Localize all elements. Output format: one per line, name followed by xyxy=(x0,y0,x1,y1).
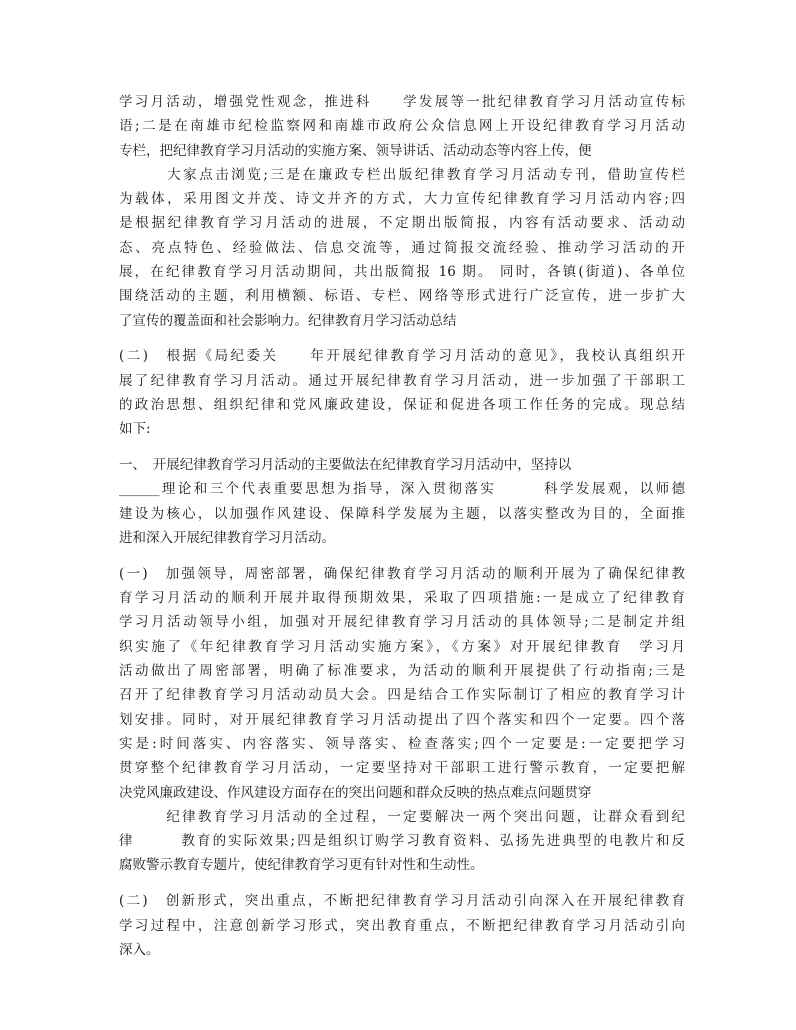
text-line: 学习月活动，增强党性观念，推进科 学发展等一批纪律教育学习月活动宣传标 xyxy=(119,94,685,110)
text-line: 学习月活动领导小组，加强对开展纪律教育学习月活动的具体领导;二是制定并组 xyxy=(119,614,685,631)
text-line: 进和深入开展纪律教育学习月活动。 xyxy=(119,530,335,547)
text-line: (一) 加强领导，周密部署，确保纪律教育学习月活动的顺利开展为了确保纪律教 xyxy=(119,565,685,582)
text-line: 育学习月活动的顺利开展并取得预期效果，采取了四项措施:一是成立了纪律教育 xyxy=(119,590,685,607)
text-line: 了宣传的覆盖面和社会影响力。纪律教育月学习活动总结 xyxy=(119,312,457,329)
document-page xyxy=(119,90,685,974)
text-line: 围绕活动的主题，利用横额、标语、专栏、网络等形式进行广泛宣传，进一步扩大 xyxy=(119,288,685,305)
text-line: 如下: xyxy=(119,421,151,438)
text-line: 律 教育的实际效果;四是组织订购学习教育资料、弘扬先进典型的电教片和反 xyxy=(119,833,685,850)
text-line: 展了纪律教育学习月活动。通过开展纪律教育学习月活动，进一步加强了干部职工 xyxy=(119,372,685,389)
text-line: 活动做出了周密部署，明确了标准要求，为活动的顺利开展提供了行动指南;三是 xyxy=(119,663,685,680)
text-line: 建设为核心，以加强作风建设、保障科学发展为主题，以落实整改为目的，全面推 xyxy=(119,505,685,522)
text-line: 专栏，把纪律教育学习月活动的实施方案、领导讲话、活动动态等内容上传，便 xyxy=(119,142,592,159)
text-line: 一、 开展纪律教育学习月活动的主要做法在纪律教育学习月活动中，坚持以 xyxy=(119,457,572,474)
text-line: 纪律教育学习月活动的全过程，一定要解决一两个突出问题，让群众看到纪 xyxy=(119,808,685,825)
text-line: 大家点击浏览;三是在廉政专栏出版纪律教育学习月活动专刊，借助宣传栏 xyxy=(119,166,685,183)
text-line: 学习过程中，注意创新学习形式，突出教育重点，不断把纪律教育学习月活动引向 xyxy=(119,917,685,934)
text-line: 实是:时间落实、内容落实、领导落实、检查落实;四个一定要是:一定要把学习 xyxy=(119,735,685,752)
text-line: 的政治思想、组织纪律和党风廉政建设，保证和促进各项工作任务的完成。现总结 xyxy=(119,397,685,414)
text-line: 语;二是在南雄市纪检监察网和南雄市政府公众信息网上开设纪律教育学习月活动 xyxy=(119,118,685,135)
paragraph-publicity xyxy=(119,90,685,333)
text-line: 为载体，采用图文并茂、诗文并齐的方式，大力宣传纪律教育学习月活动内容;四 xyxy=(119,191,685,208)
text-line: (二) 创新形式，突出重点，不断把纪律教育学习月活动引向深入在开展纪律教育 xyxy=(119,893,685,910)
text-line: 腐败警示教育专题片，使纪律教育学习更有针对性和生动性。 xyxy=(119,857,484,874)
paragraph-innovation xyxy=(119,889,685,962)
text-line: 织实施了《年纪律教育学习月活动实施方案》，《方案》对开展纪律教育 学习月 xyxy=(119,638,685,655)
text-line: (二) 根据《局纪委关 年开展纪律教育学习月活动的意见》，我校认真组织开 xyxy=(119,348,685,365)
text-line: 贯穿整个纪律教育学习月活动，一定要坚持对干部职工进行警示教育，一定要把解 xyxy=(119,760,685,777)
text-line: ______理论和三个代表重要思想为指导，深入贯彻落实 科学发展观，以师德 xyxy=(119,481,685,498)
paragraph-main-practices xyxy=(119,453,685,550)
paragraph-section-two-intro xyxy=(119,344,685,441)
text-line: 态、亮点特色、经验做法、信息交流等，通过简报交流经验、推动学习活动的开 xyxy=(119,239,685,256)
text-line: 深入。 xyxy=(119,941,160,958)
text-line: 决党风廉政建设、作风建设方面存在的突出问题和群众反映的热点难点问题贯穿 xyxy=(119,784,592,801)
text-line: 召开了纪律教育学习月活动动员大会。四是结合工作实际制订了相应的教育学习计 xyxy=(119,687,685,704)
text-line: 是根据纪律教育学习月活动的进展，不定期出版简报，内容有活动要求、活动动 xyxy=(119,215,685,232)
text-line: 划安排。同时，对开展纪律教育学习月活动提出了四个落实和四个一定要。四个落 xyxy=(119,711,685,728)
paragraph-leadership xyxy=(119,562,685,878)
text-line: 展，在纪律教育学习月活动期间，共出版简报 16 期。 同时，各镇(街道)、各单位 xyxy=(119,264,685,281)
